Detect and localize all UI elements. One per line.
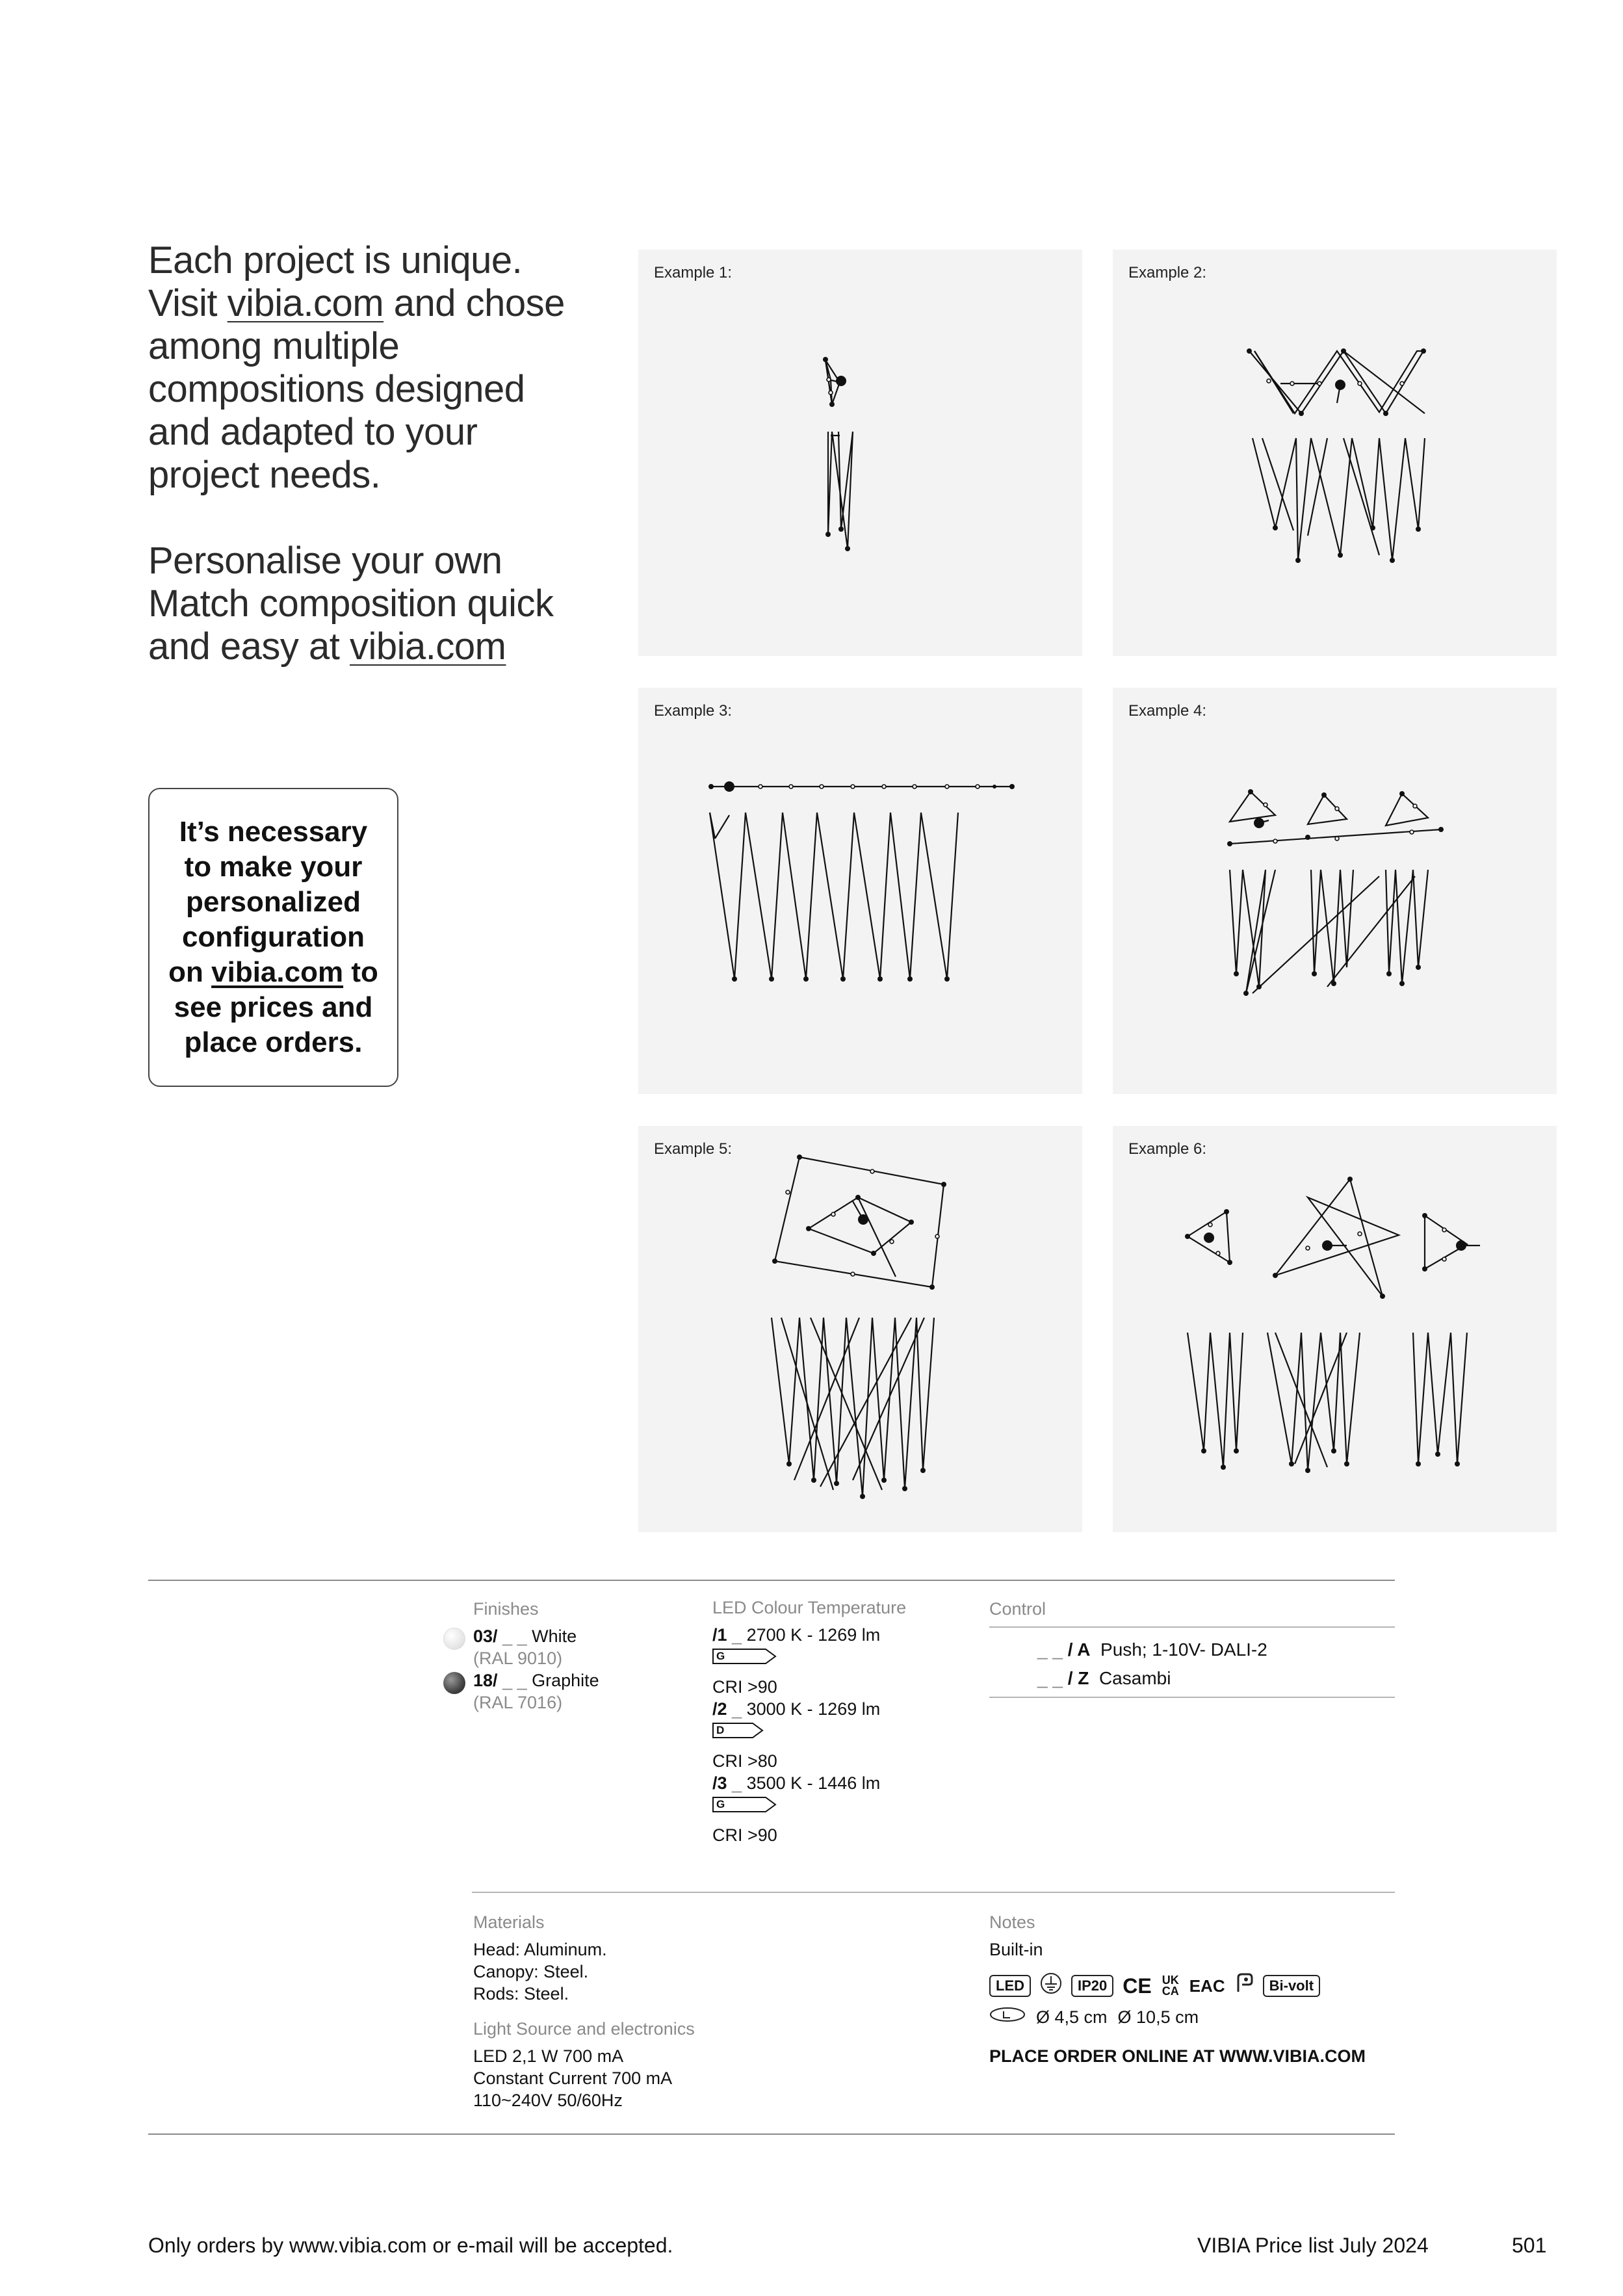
example-panel-2 — [1113, 250, 1557, 656]
ukca-mark-icon: UK CA — [1162, 1974, 1179, 1998]
energy-label-icon — [712, 1797, 777, 1812]
finish-item — [473, 1625, 681, 1647]
example-panel-6 — [1113, 1126, 1557, 1532]
led-spec: 2700 K - 1269 lm — [746, 1625, 881, 1645]
control-item — [1037, 1636, 1395, 1664]
led-item — [712, 1772, 959, 1794]
finish-name: White — [532, 1626, 577, 1646]
composition-diagram — [638, 688, 1082, 1094]
place-order-link[interactable]: PLACE ORDER ONLINE AT WWW.VIBIA.COM — [989, 2046, 1366, 2066]
led-spec: 3500 K - 1446 lm — [746, 1773, 881, 1793]
finish-dash: _ _ — [502, 1626, 527, 1646]
bi-volt-badge-icon: Bi-volt — [1263, 1975, 1320, 1997]
finish-ral: (RAL 9010) — [473, 1649, 563, 1668]
example-label: Example 5: — [654, 1140, 733, 1158]
led-code: /1 — [712, 1625, 727, 1645]
earth-ground-icon — [1040, 1972, 1062, 2000]
example-label: Example 4: — [1128, 702, 1207, 720]
energy-label-icon — [712, 1723, 777, 1738]
led-section — [712, 1597, 959, 1846]
led-cri: CRI >90 — [712, 1677, 777, 1697]
finish-code: 03/ — [473, 1626, 498, 1646]
materials-section — [473, 1911, 941, 2111]
composition-diagram — [1113, 250, 1557, 656]
led-header: LED Colour Temperature — [712, 1598, 907, 1617]
control-divider — [989, 1697, 1395, 1698]
led-cri: CRI >80 — [712, 1751, 777, 1771]
light-source-line: LED 2,1 W 700 mA — [473, 2046, 624, 2066]
ip20-badge-icon: IP20 — [1071, 1975, 1113, 1997]
finishes-header: Finishes — [473, 1599, 539, 1619]
intro-line: Personalise your own Match composition quick and easy at — [148, 540, 554, 668]
example-panel-1 — [638, 250, 1082, 656]
example-label: Example 6: — [1128, 1140, 1207, 1158]
page-number: 501 — [1512, 2234, 1547, 2257]
led-dash: _ — [732, 1699, 742, 1719]
composition-diagram — [638, 250, 1082, 656]
eac-mark-icon: EAC — [1189, 1976, 1225, 1996]
canopy-diameter: Ø 10,5 cm — [1117, 2007, 1199, 2027]
control-name: Casambi — [1098, 1668, 1171, 1688]
vibia-link[interactable]: vibia.com — [350, 625, 506, 668]
finish-dash: _ _ — [502, 1671, 527, 1690]
led-spec: 3000 K - 1269 lm — [746, 1699, 881, 1719]
finish-item — [473, 1669, 681, 1691]
energy-label-icon — [712, 1649, 777, 1664]
control-code: / A — [1067, 1639, 1091, 1660]
control-dash: _ _ — [1037, 1668, 1063, 1688]
notice-line: It’s necessary to make your personalized configuration on — [168, 816, 368, 988]
intro-paragraph-1 — [148, 239, 590, 497]
vibia-link[interactable]: vibia.com — [211, 956, 344, 988]
example-panel-4 — [1113, 688, 1557, 1094]
notice-box — [148, 788, 398, 1087]
energy-class: G — [716, 1650, 725, 1662]
ce-mark-icon: CE — [1123, 1974, 1152, 1998]
light-source-line: Constant Current 700 mA — [473, 2068, 673, 2088]
finishes-section — [473, 1598, 681, 1714]
led-code: /3 — [712, 1773, 727, 1793]
section-divider — [148, 2133, 1395, 2135]
section-divider — [472, 1892, 1395, 1893]
cutout-diameter: Ø 4,5 cm — [1036, 2007, 1108, 2027]
led-item — [712, 1698, 959, 1720]
notice-text — [162, 815, 384, 1060]
intro-text — [148, 239, 590, 711]
led-dash: _ — [732, 1773, 742, 1793]
led-badge-icon: LED — [989, 1975, 1031, 1997]
materials-line: Head: Aluminum. — [473, 1940, 607, 1959]
ceiling-cutout-icon — [989, 2006, 1026, 2028]
control-dash: _ _ — [1037, 1639, 1063, 1660]
materials-line: Rods: Steel. — [473, 1984, 569, 2003]
example-label: Example 3: — [654, 702, 733, 720]
led-code: /2 — [712, 1699, 727, 1719]
example-label: Example 1: — [654, 264, 733, 281]
materials-header: Materials — [473, 1912, 545, 1932]
example-panel-3 — [638, 688, 1082, 1094]
section-divider — [148, 1580, 1395, 1581]
footer-brand: VIBIA Price list July 2024 — [1197, 2234, 1429, 2257]
example-label: Example 2: — [1128, 264, 1207, 281]
white-finish-swatch — [443, 1628, 465, 1650]
intro-line: Each project is unique. — [148, 239, 523, 281]
finish-code: 18/ — [473, 1671, 498, 1690]
control-header: Control — [989, 1599, 1046, 1619]
energy-class: G — [716, 1798, 725, 1810]
materials-line: Canopy: Steel. — [473, 1962, 589, 1981]
control-item — [1037, 1664, 1395, 1693]
finish-ral: (RAL 7016) — [473, 1693, 563, 1712]
vibia-link[interactable]: vibia.com — [227, 282, 384, 324]
led-item — [712, 1624, 959, 1646]
graphite-finish-swatch — [443, 1672, 465, 1694]
finish-name: Graphite — [532, 1671, 599, 1690]
composition-diagram — [1113, 1126, 1557, 1532]
notes-header: Notes — [989, 1912, 1035, 1932]
control-section — [989, 1598, 1395, 1698]
energy-class: D — [716, 1724, 725, 1736]
light-source-line: 110~240V 50/60Hz — [473, 2091, 623, 2110]
certification-badges — [989, 1972, 1395, 2000]
example-panel-5 — [638, 1126, 1082, 1532]
footer-note: Only orders by www.vibia.com or e-mail will be accepted. — [148, 2234, 673, 2257]
composition-diagram — [638, 1126, 1082, 1532]
led-dash: _ — [732, 1625, 742, 1645]
notice-line: to see prices and place orders. — [174, 956, 378, 1058]
intro-paragraph-2 — [148, 540, 590, 668]
light-source-header: Light Source and electronics — [473, 2019, 695, 2039]
led-cri: CRI >90 — [712, 1825, 777, 1845]
intro-line: and chose among multiple compositions designed and adapted to your project needs. — [148, 282, 565, 496]
control-code: / Z — [1067, 1668, 1089, 1688]
control-name: Push; 1-10V- DALI-2 — [1100, 1639, 1267, 1660]
recycle-mark-icon — [1234, 1972, 1254, 2000]
intro-line: Visit — [148, 282, 218, 324]
dimensions-row — [989, 2006, 1395, 2028]
composition-diagram — [1113, 688, 1557, 1094]
notes-section — [989, 1911, 1395, 2067]
notes-text: Built-in — [989, 1940, 1043, 1959]
